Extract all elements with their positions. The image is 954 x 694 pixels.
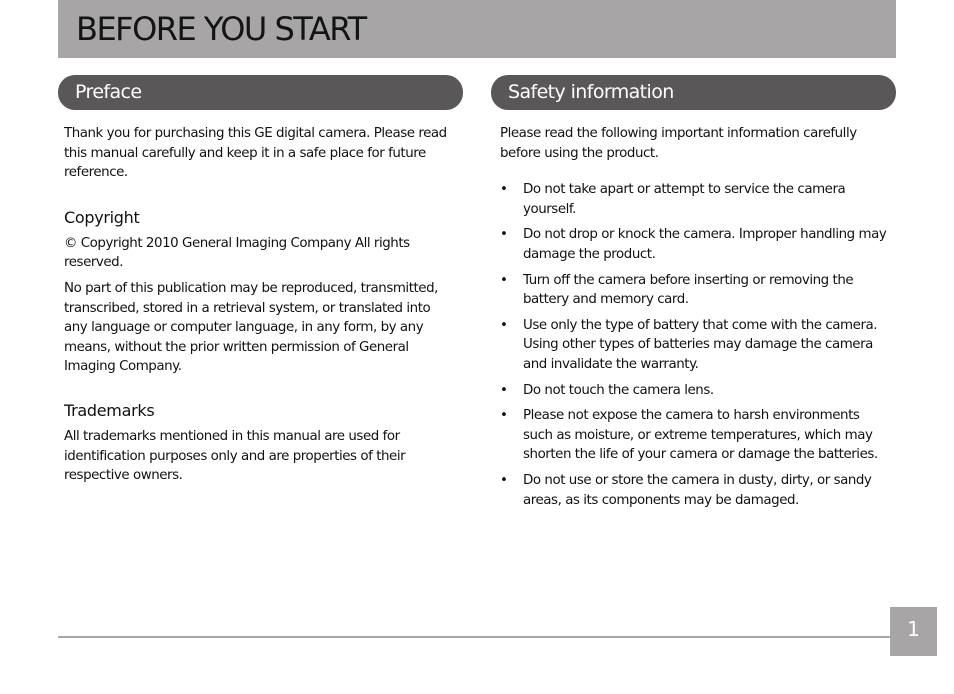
bullet-icon: • bbox=[500, 227, 508, 243]
safety-item-text: Use only the type of battery that come with the camera. Using other types of batteries may damage the camera and invalidate the warranty. bbox=[523, 317, 878, 372]
page-title: BEFORE YOU START bbox=[76, 10, 366, 48]
trademarks-heading: Trademarks bbox=[64, 400, 155, 420]
bullet-icon: • bbox=[500, 182, 508, 198]
safety-information-heading: Safety information bbox=[491, 75, 896, 110]
safety-intro: Please read the following important information carefully before using the product. bbox=[500, 126, 857, 161]
safety-list bbox=[500, 180, 892, 510]
safety-item-text: Please not expose the camera to harsh environments such as moisture, or extreme temperatures, which may shorten the life of your camera or damage the batteries. bbox=[523, 408, 878, 463]
safety-item bbox=[500, 381, 892, 401]
preface-intro: Thank you for purchasing this GE digital camera. Please read this manual carefully and keep it in a safe place for future reference. bbox=[64, 126, 447, 181]
bullet-icon: • bbox=[500, 382, 508, 398]
safety-item bbox=[500, 406, 892, 465]
copyright-notice: © Copyright 2010 General Imaging Company All rights reserved. bbox=[64, 235, 410, 271]
safety-item-text: Do not take apart or attempt to service the camera yourself. bbox=[523, 182, 846, 217]
page-number: 1 bbox=[890, 607, 937, 656]
bullet-icon: • bbox=[500, 472, 508, 488]
safety-item bbox=[500, 271, 892, 310]
preface-heading: Preface bbox=[58, 75, 463, 110]
title-bar bbox=[58, 0, 896, 58]
safety-item bbox=[500, 316, 892, 375]
safety-item bbox=[500, 180, 892, 219]
safety-item-text: Turn off the camera before inserting or removing the battery and memory card. bbox=[523, 272, 854, 308]
safety-item-text: Do not touch the camera lens. bbox=[523, 382, 714, 398]
bullet-icon: • bbox=[500, 317, 508, 333]
safety-item-text: Do not drop or knock the camera. Improper handling may damage the product. bbox=[523, 227, 887, 262]
bullet-icon: • bbox=[500, 408, 508, 424]
footer-divider bbox=[58, 636, 890, 638]
safety-item-text: Do not use or store the camera in dusty, dirty, or sandy areas, as its components may be damaged. bbox=[523, 472, 872, 508]
safety-item bbox=[500, 225, 892, 264]
trademarks-text: All trademarks mentioned in this manual are used for identification purposes only and are properties of their respective owners. bbox=[64, 428, 406, 484]
safety-column bbox=[500, 124, 892, 516]
safety-item bbox=[500, 471, 892, 510]
bullet-icon: • bbox=[500, 272, 508, 288]
preface-column bbox=[64, 124, 456, 486]
copyright-heading: Copyright bbox=[64, 207, 140, 227]
copyright-restrictions: No part of this publication may be reproduced, transmitted, transcribed, stored in a retrieval system, or translated into any language or computer language, in any form, by any means, without the prior written permission of General Imaging Company. bbox=[64, 280, 438, 375]
